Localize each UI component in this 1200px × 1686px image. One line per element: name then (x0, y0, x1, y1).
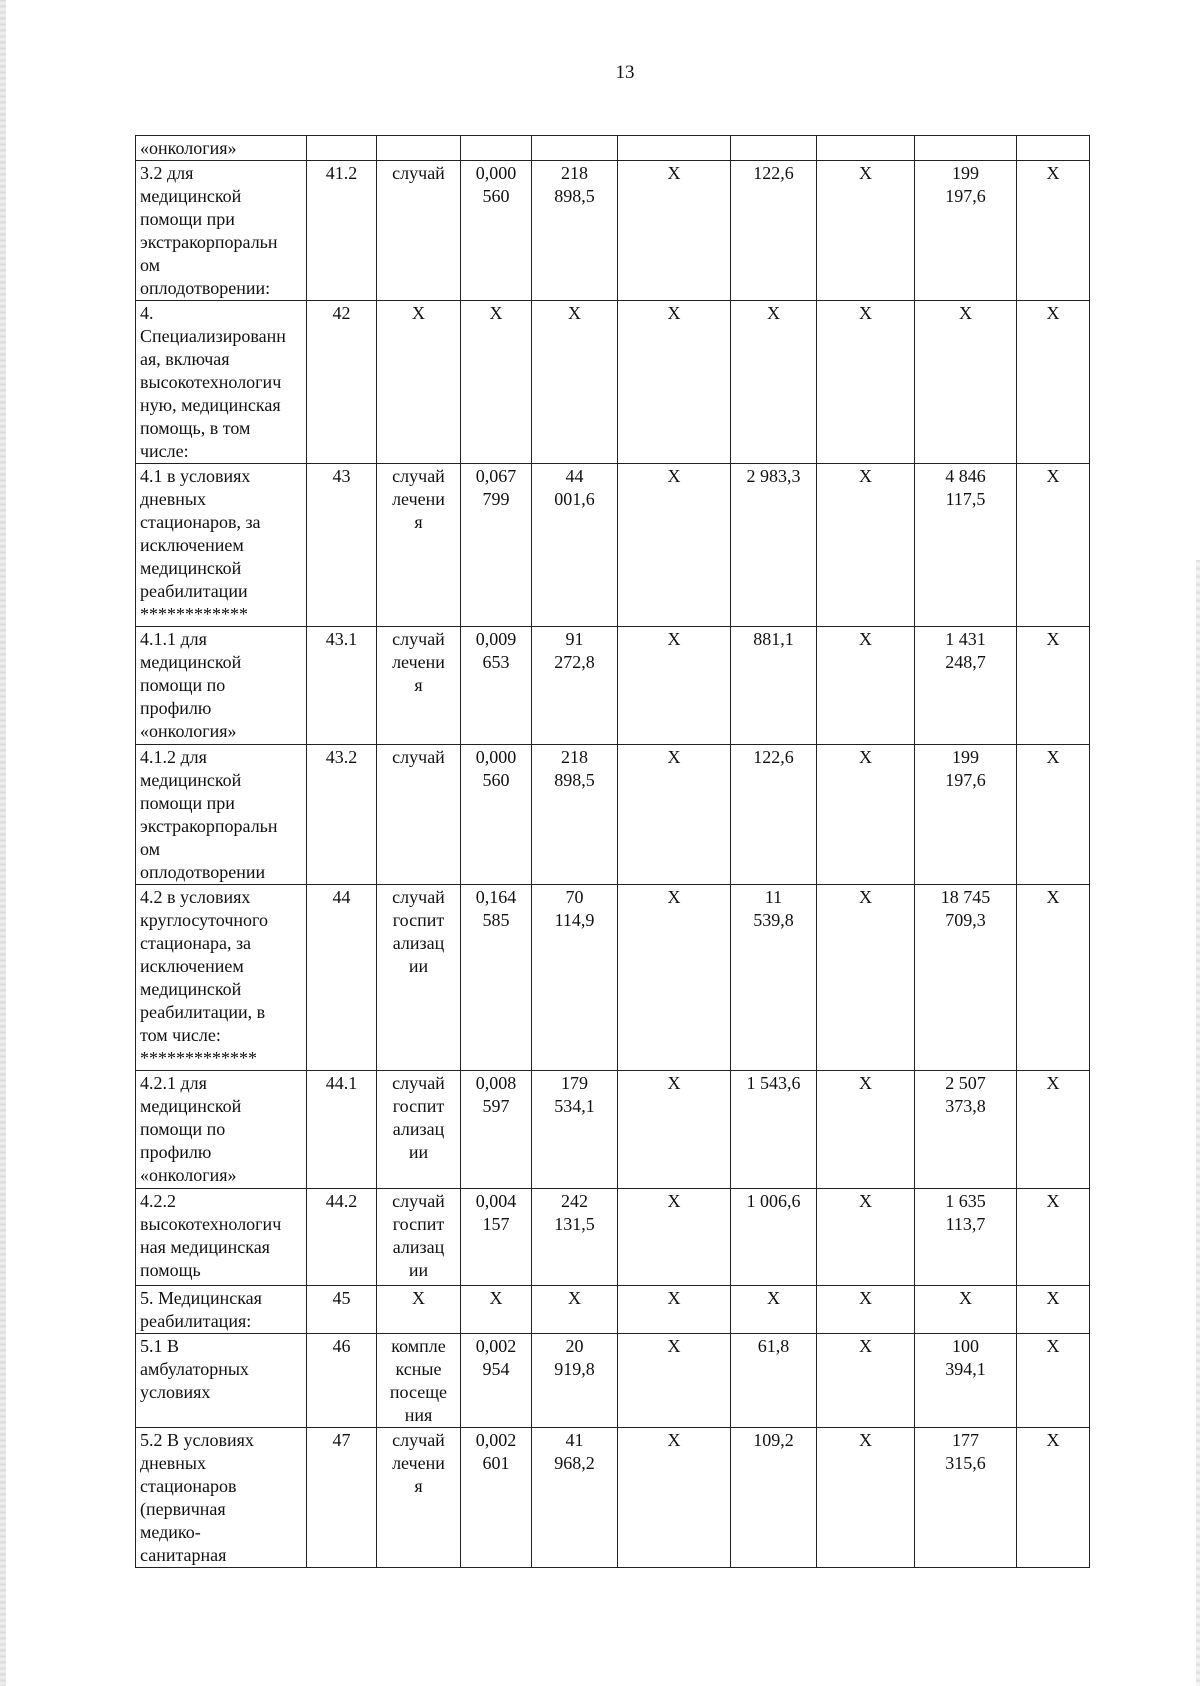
cell-text: комплe ксные посеще ния (389, 1336, 448, 1425)
cell-text: 47 (332, 1430, 351, 1450)
cell-text: X (1046, 303, 1060, 323)
cell-text: 0,004 157 (475, 1191, 517, 1234)
cell-x-col-c (1017, 464, 1090, 627)
cell-unit (377, 136, 461, 161)
cell-text: X (667, 747, 681, 767)
cell-volume (461, 1071, 532, 1189)
cell-text: 179 534,1 (554, 1073, 595, 1116)
cell-name (136, 885, 307, 1071)
cell-volume (461, 1189, 532, 1286)
cell-text: X (767, 1288, 780, 1308)
cell-text: 43 (332, 466, 351, 486)
cell-total (915, 161, 1017, 301)
cell-volume (461, 885, 532, 1071)
cell-x-col-c (1017, 885, 1090, 1071)
table-row (136, 136, 1090, 161)
cell-text: X (667, 1073, 681, 1093)
cell-x-col-b (817, 627, 915, 745)
cell-text: 5. Медицинская реабилитация: (140, 1288, 262, 1331)
cell-unit (377, 1334, 461, 1428)
table-row (136, 745, 1090, 885)
cell-x-col-b (817, 1286, 915, 1334)
cell-text: X (859, 887, 872, 907)
cell-total (915, 1428, 1017, 1568)
cell-text: X (667, 1191, 681, 1211)
cell-text: «онкология» (140, 138, 237, 158)
cell-text: X (667, 163, 681, 183)
cell-cost (532, 1334, 618, 1428)
cell-text: 0,067 799 (475, 466, 517, 509)
cell-text: X (959, 1288, 972, 1308)
cell-name (136, 161, 307, 301)
cell-text: 5.2 В условиях дневных стационаров (первичная медико- санитарная (140, 1430, 254, 1565)
cell-text: X (959, 303, 972, 323)
cell-x-col-a (618, 1189, 731, 1286)
cell-x-col-c (1017, 1189, 1090, 1286)
cell-line-no (307, 1189, 377, 1286)
cell-total (915, 136, 1017, 161)
cell-text: случай госпит ализац ии (392, 1191, 445, 1280)
cell-name (136, 301, 307, 464)
cell-text: случай лечени я (392, 1430, 445, 1496)
cell-unit (377, 301, 461, 464)
cell-text: X (412, 1288, 425, 1308)
cell-amount (731, 136, 817, 161)
cell-cost (532, 161, 618, 301)
cell-volume (461, 627, 532, 745)
cell-text: X (1046, 629, 1060, 649)
cell-line-no (307, 1071, 377, 1189)
cell-text: 43.2 (325, 747, 358, 767)
cell-line-no (307, 1286, 377, 1334)
cell-text: X (489, 303, 503, 323)
cell-unit (377, 1189, 461, 1286)
cell-text: 4.1.2 для медицинской помощи при экстракорпоральн ом оплодотворении (140, 747, 278, 882)
cell-line-no (307, 301, 377, 464)
cell-amount (731, 1189, 817, 1286)
cell-total (915, 301, 1017, 464)
cell-volume (461, 464, 532, 627)
cell-unit (377, 464, 461, 627)
cell-total (915, 1189, 1017, 1286)
cell-name (136, 1428, 307, 1568)
cell-text: 43.1 (325, 629, 358, 649)
table-row (136, 627, 1090, 745)
cell-x-col-b (817, 1428, 915, 1568)
cell-text: 18 745 709,3 (940, 887, 991, 930)
table-body (136, 136, 1090, 1568)
cell-x-col-a (618, 301, 731, 464)
cell-total (915, 627, 1017, 745)
cell-volume (461, 161, 532, 301)
cell-x-col-a (618, 1071, 731, 1189)
cell-text: 122,6 (753, 747, 794, 767)
cell-text: 1 635 113,7 (945, 1191, 986, 1234)
cell-text: 0,002 954 (475, 1336, 517, 1379)
cell-x-col-a (618, 745, 731, 885)
cell-text: X (667, 1288, 681, 1308)
cell-amount (731, 1286, 817, 1334)
cell-text: X (1046, 747, 1060, 767)
cell-amount (731, 627, 817, 745)
cell-text: 70 114,9 (554, 887, 595, 930)
cell-text: 91 272,8 (554, 629, 595, 672)
cell-unit (377, 1428, 461, 1568)
cell-text: 0,000 560 (475, 747, 517, 790)
cell-text: 4 846 117,5 (945, 466, 986, 509)
table-row (136, 161, 1090, 301)
cell-name (136, 1334, 307, 1428)
cell-text: 0,009 653 (475, 629, 517, 672)
cell-text: 44.2 (325, 1191, 358, 1211)
cell-text: 3.2 для медицинской помощи при экстракорпоральн ом оплодотворении: (140, 163, 278, 298)
cell-name (136, 627, 307, 745)
cell-amount (731, 745, 817, 885)
cell-text: X (1046, 1430, 1060, 1450)
cell-unit (377, 885, 461, 1071)
cell-total (915, 1286, 1017, 1334)
scan-edge-right (1196, 560, 1200, 1686)
cell-text: 61,8 (757, 1336, 790, 1356)
cell-text: случай госпит ализац ии (392, 887, 445, 976)
cell-x-col-c (1017, 136, 1090, 161)
cell-text: X (859, 1073, 872, 1093)
cell-text: X (859, 163, 872, 183)
cell-unit (377, 627, 461, 745)
cell-cost (532, 627, 618, 745)
cell-text: X (859, 1191, 872, 1211)
cell-text: 45 (332, 1288, 351, 1308)
cell-text: X (412, 303, 425, 323)
page-number: 13 (615, 62, 635, 83)
cell-volume (461, 1334, 532, 1428)
cell-text: X (859, 747, 872, 767)
cell-cost (532, 745, 618, 885)
cell-amount (731, 161, 817, 301)
cell-cost (532, 1071, 618, 1189)
cell-volume (461, 136, 532, 161)
cell-text: 44.1 (325, 1073, 358, 1093)
cell-text: 46 (332, 1336, 351, 1356)
table-row (136, 464, 1090, 627)
cell-x-col-c (1017, 745, 1090, 885)
cell-text: 4.2.2 высокотехнологич ная медицинская помощь (140, 1191, 282, 1280)
cell-text: X (1046, 887, 1060, 907)
cell-text: 4. Специализированн ая, включая высокотехнологич ную, медицинская помощь, в том числе: (140, 303, 286, 461)
cell-amount (731, 1334, 817, 1428)
table-row (136, 301, 1090, 464)
cell-text: 4.2 в условиях круглосуточного стационара, за исключением медицинской реабилитации, в том числе: ************* (140, 887, 268, 1068)
cell-x-col-c (1017, 1428, 1090, 1568)
cell-line-no (307, 1334, 377, 1428)
cell-text: 100 394,1 (945, 1336, 986, 1379)
cell-text: X (859, 1336, 872, 1356)
cell-text: 20 919,8 (554, 1336, 595, 1379)
cell-x-col-b (817, 745, 915, 885)
cell-cost (532, 136, 618, 161)
cell-x-col-c (1017, 627, 1090, 745)
cell-volume (461, 1428, 532, 1568)
cell-text: 42 (332, 303, 351, 323)
cell-text: X (859, 1288, 872, 1308)
cell-line-no (307, 1428, 377, 1568)
cell-text: 199 197,6 (945, 163, 986, 206)
cell-text: 5.1 В амбулаторных условиях (140, 1336, 249, 1402)
cell-x-col-a (618, 1286, 731, 1334)
cell-text: случай госпит ализац ии (392, 1073, 445, 1162)
cell-text: 122,6 (753, 163, 794, 183)
cell-x-col-b (817, 161, 915, 301)
table-row (136, 1071, 1090, 1189)
cell-text: X (1046, 163, 1060, 183)
cell-text: 109,2 (753, 1430, 794, 1450)
cell-cost (532, 1286, 618, 1334)
cell-text: X (667, 1336, 681, 1356)
cell-text: X (859, 1430, 872, 1450)
cell-text: случай лечени я (392, 466, 445, 532)
cell-text: X (568, 1288, 581, 1308)
cell-x-col-a (618, 1428, 731, 1568)
cell-line-no (307, 885, 377, 1071)
cell-text: 1 006,6 (746, 1191, 801, 1211)
table-row (136, 1428, 1090, 1568)
cell-text: X (667, 466, 681, 486)
cell-x-col-b (817, 885, 915, 1071)
cell-x-col-a (618, 885, 731, 1071)
cell-text: 0,000 560 (475, 163, 517, 206)
cell-volume (461, 745, 532, 885)
cell-x-col-a (618, 136, 731, 161)
cell-text: 199 197,6 (945, 747, 986, 790)
cell-x-col-a (618, 1334, 731, 1428)
cell-x-col-b (817, 1334, 915, 1428)
cell-text: 4.1.1 для медицинской помощи по профилю «онкология» (140, 629, 242, 741)
cell-text: X (1046, 1288, 1060, 1308)
cell-x-col-c (1017, 1286, 1090, 1334)
cell-line-no (307, 745, 377, 885)
cell-x-col-b (817, 301, 915, 464)
cell-line-no (307, 627, 377, 745)
cell-amount (731, 1071, 817, 1189)
cell-text: 44 001,6 (554, 466, 595, 509)
cell-text: 11 539,8 (753, 887, 794, 930)
cell-text: 4.1 в условиях дневных стационаров, за исключением медицинской реабилитации ************ (140, 466, 261, 624)
cell-text: случай (392, 163, 445, 183)
cell-x-col-b (817, 464, 915, 627)
cell-text: 2 983,3 (746, 466, 801, 486)
cell-text: 1 543,6 (746, 1073, 801, 1093)
cell-amount (731, 885, 817, 1071)
cell-x-col-a (618, 464, 731, 627)
cell-text: 2 507 373,8 (945, 1073, 986, 1116)
cell-text: 41 968,2 (554, 1430, 595, 1473)
cell-text: X (767, 303, 780, 323)
cell-text: X (859, 466, 872, 486)
cell-text: 1 431 248,7 (945, 629, 986, 672)
cell-name (136, 1071, 307, 1189)
table-row (136, 1286, 1090, 1334)
cell-text: X (1046, 1191, 1060, 1211)
cell-text: X (667, 629, 681, 649)
cell-text: 242 131,5 (554, 1191, 595, 1234)
cell-text: X (859, 303, 872, 323)
cell-x-col-c (1017, 161, 1090, 301)
cell-total (915, 885, 1017, 1071)
cell-x-col-c (1017, 1334, 1090, 1428)
table-row (136, 1189, 1090, 1286)
cell-total (915, 1071, 1017, 1189)
cell-text: X (859, 629, 872, 649)
cell-amount (731, 464, 817, 627)
cell-unit (377, 745, 461, 885)
cell-total (915, 745, 1017, 885)
cell-x-col-a (618, 627, 731, 745)
cell-unit (377, 1071, 461, 1189)
table-row (136, 1334, 1090, 1428)
cell-text: 4.2.1 для медицинской помощи по профилю «онкология» (140, 1073, 242, 1185)
cell-name (136, 745, 307, 885)
cell-cost (532, 885, 618, 1071)
cell-x-col-c (1017, 301, 1090, 464)
cell-total (915, 1334, 1017, 1428)
cell-name (136, 1286, 307, 1334)
cell-x-col-b (817, 1071, 915, 1189)
scan-edge-left (0, 0, 6, 1686)
cell-text: X (667, 1430, 681, 1450)
cell-x-col-a (618, 161, 731, 301)
cell-text: X (667, 303, 681, 323)
cell-line-no (307, 464, 377, 627)
cell-amount (731, 301, 817, 464)
cell-amount (731, 1428, 817, 1568)
cell-total (915, 464, 1017, 627)
cell-text: X (489, 1288, 503, 1308)
cell-x-col-c (1017, 1071, 1090, 1189)
cell-cost (532, 1189, 618, 1286)
cell-text: случай (392, 747, 445, 767)
cell-name (136, 464, 307, 627)
cell-text: X (1046, 1073, 1060, 1093)
cell-text: 218 898,5 (554, 747, 595, 790)
cell-name (136, 136, 307, 161)
cell-cost (532, 464, 618, 627)
cell-volume (461, 301, 532, 464)
cell-unit (377, 1286, 461, 1334)
cell-x-col-b (817, 136, 915, 161)
cell-text: 0,164 585 (475, 887, 517, 930)
cell-x-col-b (817, 1189, 915, 1286)
cell-line-no (307, 161, 377, 301)
cell-text: 177 315,6 (945, 1430, 986, 1473)
cell-text: 41.2 (325, 163, 358, 183)
cell-name (136, 1189, 307, 1286)
cell-text: X (568, 303, 581, 323)
cell-text: случай лечени я (392, 629, 445, 695)
cell-text: 218 898,5 (554, 163, 595, 206)
cell-unit (377, 161, 461, 301)
cell-text: X (667, 887, 681, 907)
cell-text: X (1046, 1336, 1060, 1356)
cell-cost (532, 1428, 618, 1568)
cell-volume (461, 1286, 532, 1334)
cell-text: X (1046, 466, 1060, 486)
cell-text: 881,1 (753, 629, 794, 649)
cell-cost (532, 301, 618, 464)
cell-line-no (307, 136, 377, 161)
cell-text: 44 (332, 887, 351, 907)
table-row (136, 885, 1090, 1071)
data-table (135, 135, 1090, 1568)
cell-text: 0,002 601 (475, 1430, 517, 1473)
cell-text: 0,008 597 (475, 1073, 517, 1116)
